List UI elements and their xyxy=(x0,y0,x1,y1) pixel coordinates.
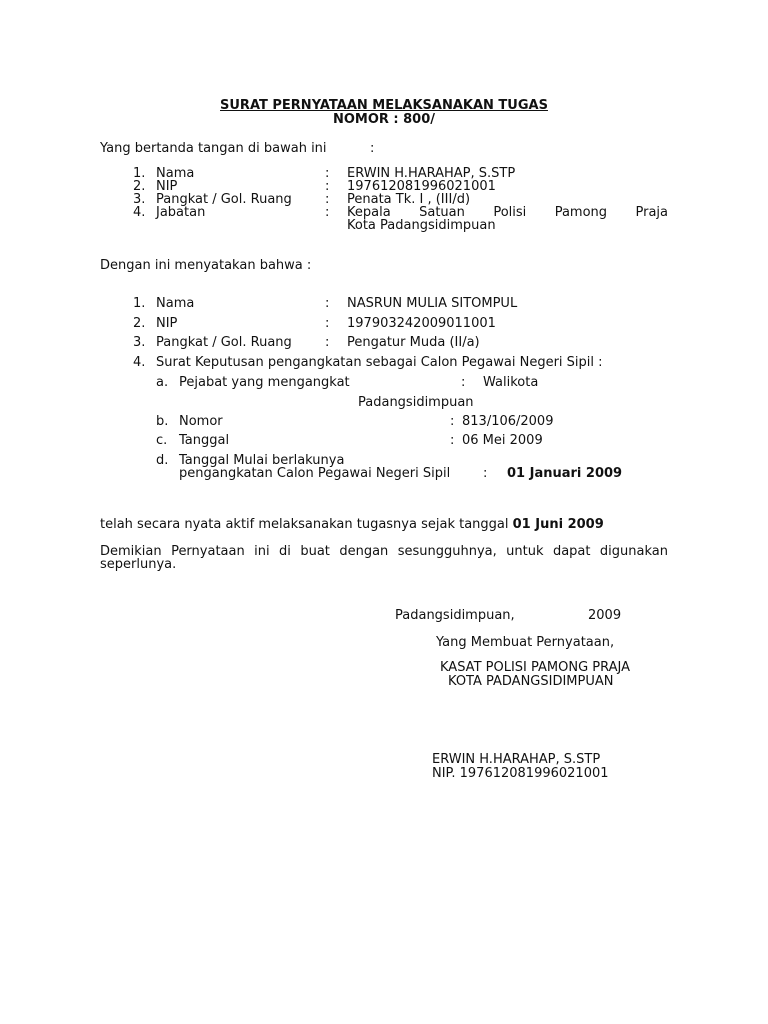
active-date: 01 Juni 2009 xyxy=(512,517,604,532)
closing-word: dengan xyxy=(339,544,389,559)
sub-colon-a: : xyxy=(461,375,466,390)
signer-label-nip: NIP xyxy=(156,179,178,194)
signer-label-position: Jabatan xyxy=(156,205,206,220)
position-word: Kepala xyxy=(347,205,391,220)
sub-label-start: Tanggal Mulai berlakunya xyxy=(179,453,345,468)
sub-value-start: 01 Januari 2009 xyxy=(507,466,623,481)
signer-value-nip: 197612081996021001 xyxy=(347,179,496,194)
closing-word: buat xyxy=(300,544,330,559)
statement-text: Dengan ini menyatakan bahwa : xyxy=(100,258,312,273)
signer-colon-3: : xyxy=(325,192,330,207)
sub-letter-a: a. xyxy=(156,375,169,390)
signer-num-4: 4. xyxy=(133,205,146,220)
employee-label-nip: NIP xyxy=(156,316,178,331)
employee-label-rank: Pangkat / Gol. Ruang xyxy=(156,335,292,350)
closing-word: sesungguhnya, xyxy=(397,544,497,559)
signer-num-1: 1. xyxy=(133,166,146,181)
position-word: Satuan xyxy=(419,205,465,220)
document-title: SURAT PERNYATAAN MELAKSANAKAN TUGAS xyxy=(220,98,548,113)
employee-num-1: 1. xyxy=(133,296,146,311)
employee-colon-1: : xyxy=(325,296,330,311)
sub-colon-b: : xyxy=(450,414,455,429)
sub-value-official-line2: Padangsidimpuan xyxy=(358,395,474,410)
employee-num-2: 2. xyxy=(133,316,146,331)
sub-label-number: Nomor xyxy=(179,414,223,429)
signer-num-2: 2. xyxy=(133,179,146,194)
closing-word: Pernyataan xyxy=(171,544,245,559)
employee-colon-3: : xyxy=(325,335,330,350)
sub-value-official: Walikota xyxy=(483,375,539,390)
signer-colon-2: : xyxy=(325,179,330,194)
sub-letter-d: d. xyxy=(156,453,169,468)
sub-label-start-line2: pengangkatan Calon Pegawai Negeri Sipil xyxy=(179,466,451,481)
position-word: Praja xyxy=(635,205,668,220)
closing-word: ini xyxy=(254,544,270,559)
employee-num-4: 4. xyxy=(133,355,146,370)
signer-value-position-line2: Kota Padangsidimpuan xyxy=(347,218,496,233)
signature-maker: Yang Membuat Pernyataan, xyxy=(436,635,615,650)
closing-line2: seperlunya. xyxy=(100,557,177,572)
document-number: NOMOR : 800/ xyxy=(332,112,436,127)
sub-colon-c: : xyxy=(450,433,455,448)
signature-nip: NIP. 197612081996021001 xyxy=(432,766,609,781)
sub-label-date: Tanggal xyxy=(179,433,230,448)
signer-colon-1: : xyxy=(325,166,330,181)
intro-text: Yang bertanda tangan di bawah ini xyxy=(100,141,327,156)
signer-num-3: 3. xyxy=(133,192,146,207)
signer-colon-4: : xyxy=(325,205,330,220)
employee-colon-2: : xyxy=(325,316,330,331)
sub-letter-c: c. xyxy=(156,433,168,448)
closing-word: untuk xyxy=(506,544,544,559)
signer-label-name: Nama xyxy=(156,166,195,181)
sub-colon-d: : xyxy=(483,466,488,481)
sub-value-date: 06 Mei 2009 xyxy=(462,433,543,448)
sub-value-number: 813/106/2009 xyxy=(462,414,554,429)
employee-label-decree: Surat Keputusan pengangkatan sebagai Calon Pegawai Negeri Sipil : xyxy=(156,355,603,370)
closing-word: Demikian xyxy=(100,544,162,559)
employee-label-name: Nama xyxy=(156,296,195,311)
position-word: Pamong xyxy=(554,205,608,220)
signer-label-rank: Pangkat / Gol. Ruang xyxy=(156,192,292,207)
signature-office-line2: KOTA PADANGSIDIMPUAN xyxy=(448,674,614,689)
intro-colon: : xyxy=(370,141,375,156)
sub-letter-b: b. xyxy=(156,414,169,429)
active-statement xyxy=(100,517,604,532)
sub-label-official: Pejabat yang mengangkat xyxy=(179,375,350,390)
signer-value-name: ERWIN H.HARAHAP, S.STP xyxy=(347,166,516,181)
closing-word: di xyxy=(279,544,291,559)
position-word: Polisi xyxy=(493,205,527,220)
employee-value-name: NASRUN MULIA SITOMPUL xyxy=(347,296,518,311)
closing-word: dapat xyxy=(552,544,591,559)
employee-num-3: 3. xyxy=(133,335,146,350)
signature-name: ERWIN H.HARAHAP, S.STP xyxy=(432,752,601,767)
signature-office-line1: KASAT POLISI PAMONG PRAJA xyxy=(440,660,631,675)
signature-place: Padangsidimpuan, xyxy=(395,608,515,623)
signer-value-rank: Penata Tk. I , (III/d) xyxy=(347,192,471,207)
closing-line1 xyxy=(100,544,668,559)
employee-value-rank: Pengatur Muda (II/a) xyxy=(347,335,480,350)
employee-value-nip: 197903242009011001 xyxy=(347,316,496,331)
active-text: telah secara nyata aktif melaksanakan tugasnya sejak tanggal xyxy=(100,517,509,532)
closing-word: digunakan xyxy=(599,544,668,559)
signature-year: 2009 xyxy=(588,608,622,623)
